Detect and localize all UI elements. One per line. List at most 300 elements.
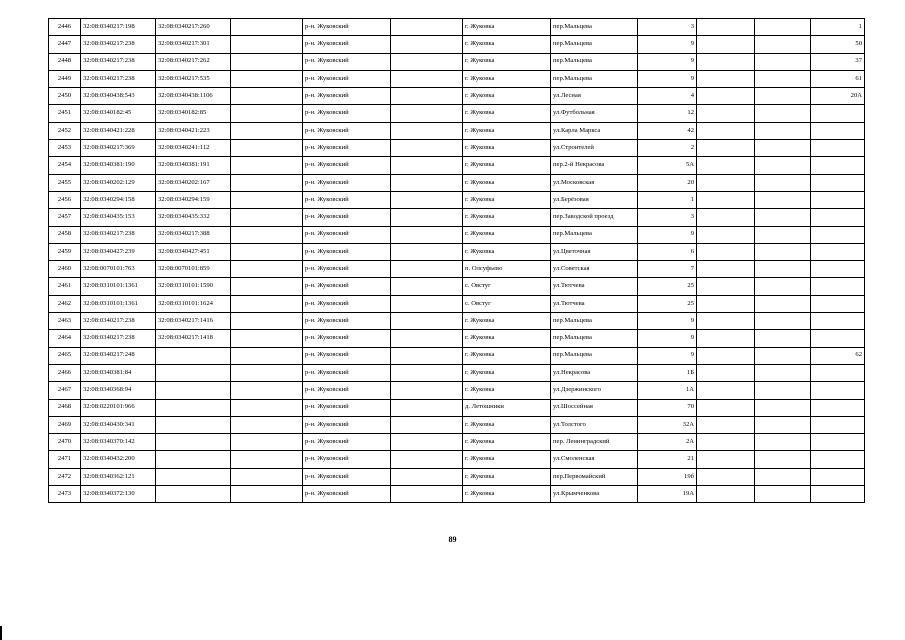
cell-row-number: 2450 (49, 88, 81, 105)
cell-district: р-н. Жуковский (303, 382, 391, 399)
cell-cadastral-number: 32:08:0310101:1361 (81, 295, 156, 312)
cell-locality: с. Овстуг (463, 295, 551, 312)
cell-building (697, 330, 755, 347)
cell-region (231, 174, 303, 191)
cell-block (755, 416, 811, 433)
cell-row-number: 2451 (49, 105, 81, 122)
cell-street: пер. Ленинградский (551, 434, 638, 451)
cell-cadastral-number: 32:08:0340217:198 (81, 19, 156, 36)
cell-street: ул.Советская (551, 261, 638, 278)
cell-building-cadastral-number: 32:08:0070101:859 (156, 261, 231, 278)
table-row (49, 174, 865, 191)
cell-building (697, 451, 755, 468)
cell-locality: г. Жуковка (463, 122, 551, 139)
cell-settlement-type (391, 53, 463, 70)
cell-region (231, 88, 303, 105)
cell-building-cadastral-number: 32:08:0340217:301 (156, 36, 231, 53)
cell-block (755, 70, 811, 87)
cell-building-cadastral-number: 32:08:0340438:1106 (156, 88, 231, 105)
cell-apartment (811, 451, 865, 468)
cell-block (755, 105, 811, 122)
cell-building-cadastral-number: 32:08:0340217:1416 (156, 313, 231, 330)
cell-row-number: 2467 (49, 382, 81, 399)
cell-cadastral-number: 32:08:0340370:142 (81, 434, 156, 451)
cell-cadastral-number: 32:08:0340217:238 (81, 313, 156, 330)
cell-street: ул.Футбольная (551, 105, 638, 122)
cell-apartment: 62 (811, 347, 865, 364)
cell-cadastral-number: 32:08:0340381:84 (81, 364, 156, 381)
cell-locality: г. Жуковка (463, 191, 551, 208)
cell-cadastral-number: 32:08:0340435:153 (81, 209, 156, 226)
table-row (49, 434, 865, 451)
cell-cadastral-number: 32:08:0340294:158 (81, 191, 156, 208)
cell-region (231, 382, 303, 399)
cell-house-number: 9 (638, 313, 697, 330)
cell-street: пер.Мальцева (551, 70, 638, 87)
cell-building (697, 243, 755, 260)
cell-district: р-н. Жуковский (303, 70, 391, 87)
cell-district: р-н. Жуковский (303, 209, 391, 226)
cell-building-cadastral-number: 32:08:0340421:223 (156, 122, 231, 139)
cell-block (755, 53, 811, 70)
cell-building-cadastral-number: 32:08:0340217:260 (156, 19, 231, 36)
cell-region (231, 330, 303, 347)
cell-house-number: 20 (638, 174, 697, 191)
cell-district: р-н. Жуковский (303, 122, 391, 139)
cell-row-number: 2461 (49, 278, 81, 295)
cell-locality: г. Жуковка (463, 19, 551, 36)
cell-apartment (811, 416, 865, 433)
cell-row-number: 2452 (49, 122, 81, 139)
cell-settlement-type (391, 226, 463, 243)
cell-region (231, 364, 303, 381)
cell-house-number: 9 (638, 70, 697, 87)
cell-street: пер.Первомайский (551, 468, 638, 485)
cell-region (231, 53, 303, 70)
cell-street: пер.Мальцева (551, 19, 638, 36)
cell-block (755, 174, 811, 191)
cell-street: пер.Мальцева (551, 36, 638, 53)
cell-block (755, 451, 811, 468)
cell-region (231, 278, 303, 295)
cell-locality: г. Жуковка (463, 88, 551, 105)
cell-house-number: 1А (638, 382, 697, 399)
cell-district: р-н. Жуковский (303, 468, 391, 485)
cell-district: р-н. Жуковский (303, 140, 391, 157)
cell-apartment: 50 (811, 36, 865, 53)
cell-locality: г. Жуковка (463, 434, 551, 451)
cell-settlement-type (391, 157, 463, 174)
table-row (49, 88, 865, 105)
cell-house-number: 1Б (638, 364, 697, 381)
cell-building-cadastral-number: 32:08:0310101:1624 (156, 295, 231, 312)
cell-district: р-н. Жуковский (303, 313, 391, 330)
table-row (49, 53, 865, 70)
cell-district: р-н. Жуковский (303, 157, 391, 174)
cell-building (697, 295, 755, 312)
cell-cadastral-number: 32:08:0340217:369 (81, 140, 156, 157)
table-row (49, 140, 865, 157)
cell-district: р-н. Жуковский (303, 486, 391, 503)
table-row (49, 295, 865, 312)
cell-building-cadastral-number (156, 486, 231, 503)
cell-house-number: 19б (638, 468, 697, 485)
cell-region (231, 416, 303, 433)
cell-apartment (811, 434, 865, 451)
cell-row-number: 2455 (49, 174, 81, 191)
cell-street: ул.Лесная (551, 88, 638, 105)
cell-settlement-type (391, 468, 463, 485)
cell-district: р-н. Жуковский (303, 295, 391, 312)
cell-settlement-type (391, 174, 463, 191)
cell-row-number: 2457 (49, 209, 81, 226)
table-row (49, 122, 865, 139)
cell-building-cadastral-number: 32:08:0310101:1590 (156, 278, 231, 295)
cell-building (697, 347, 755, 364)
cell-house-number: 3 (638, 19, 697, 36)
cell-apartment (811, 295, 865, 312)
cell-apartment (811, 278, 865, 295)
cell-street: ул.Дзержинского (551, 382, 638, 399)
cell-region (231, 209, 303, 226)
cell-apartment (811, 261, 865, 278)
cell-district: р-н. Жуковский (303, 53, 391, 70)
cell-cadastral-number: 32:08:0340217:238 (81, 53, 156, 70)
cell-house-number: 70 (638, 399, 697, 416)
cell-house-number: 25 (638, 295, 697, 312)
cell-block (755, 364, 811, 381)
cell-house-number: 42 (638, 122, 697, 139)
cell-block (755, 88, 811, 105)
cell-settlement-type (391, 486, 463, 503)
cell-apartment (811, 209, 865, 226)
cell-settlement-type (391, 243, 463, 260)
cell-block (755, 434, 811, 451)
table-row (49, 486, 865, 503)
scan-edge-mark (0, 626, 2, 640)
cell-block (755, 486, 811, 503)
cell-row-number: 2448 (49, 53, 81, 70)
cell-building (697, 191, 755, 208)
cell-locality: г. Жуковка (463, 347, 551, 364)
cell-cadastral-number: 32:08:0340217:238 (81, 36, 156, 53)
cell-building-cadastral-number: 32:08:0340217:535 (156, 70, 231, 87)
cell-row-number: 2471 (49, 451, 81, 468)
cell-street: пер.2-й Некрасова (551, 157, 638, 174)
cell-row-number: 2466 (49, 364, 81, 381)
cell-house-number: 2А (638, 434, 697, 451)
cell-locality: г. Жуковка (463, 36, 551, 53)
cell-apartment (811, 243, 865, 260)
cell-building (697, 174, 755, 191)
cell-street: пер.Мальцева (551, 330, 638, 347)
cell-row-number: 2453 (49, 140, 81, 157)
cell-region (231, 313, 303, 330)
cell-district: р-н. Жуковский (303, 88, 391, 105)
cell-settlement-type (391, 36, 463, 53)
cell-region (231, 451, 303, 468)
cell-cadastral-number: 32:08:0340381:190 (81, 157, 156, 174)
cell-street: ул.Строителей (551, 140, 638, 157)
cell-building-cadastral-number: 32:08:0340202:167 (156, 174, 231, 191)
cell-row-number: 2472 (49, 468, 81, 485)
cell-house-number: 25 (638, 278, 697, 295)
cell-row-number: 2459 (49, 243, 81, 260)
cell-block (755, 157, 811, 174)
cell-cadastral-number: 32:08:0340427:239 (81, 243, 156, 260)
table-row (49, 313, 865, 330)
cell-apartment (811, 313, 865, 330)
cell-apartment: 61 (811, 70, 865, 87)
cell-building (697, 313, 755, 330)
cell-region (231, 243, 303, 260)
cell-district: р-н. Жуковский (303, 243, 391, 260)
cell-building (697, 19, 755, 36)
cell-building-cadastral-number (156, 416, 231, 433)
cell-apartment (811, 226, 865, 243)
table-row (49, 226, 865, 243)
cell-street: ул.Карла Маркса (551, 122, 638, 139)
cell-building-cadastral-number: 32:08:0340217:1418 (156, 330, 231, 347)
cell-district: р-н. Жуковский (303, 36, 391, 53)
cell-row-number: 2469 (49, 416, 81, 433)
cell-block (755, 261, 811, 278)
cell-locality: г. Жуковка (463, 416, 551, 433)
table-row (49, 36, 865, 53)
registry-table (48, 18, 865, 503)
cell-locality: г. Жуковка (463, 451, 551, 468)
cell-district: р-н. Жуковский (303, 19, 391, 36)
cell-region (231, 347, 303, 364)
cell-street: пер.Мальцева (551, 313, 638, 330)
cell-row-number: 2447 (49, 36, 81, 53)
cell-district: р-н. Жуковский (303, 451, 391, 468)
table-row (49, 364, 865, 381)
cell-settlement-type (391, 399, 463, 416)
table-row (49, 278, 865, 295)
cell-building (697, 278, 755, 295)
cell-settlement-type (391, 382, 463, 399)
cell-block (755, 226, 811, 243)
cell-apartment (811, 382, 865, 399)
cell-locality: г. Жуковка (463, 330, 551, 347)
cell-block (755, 243, 811, 260)
cell-house-number: 3 (638, 209, 697, 226)
cell-region (231, 105, 303, 122)
table-row (49, 382, 865, 399)
cell-locality: г. Жуковка (463, 105, 551, 122)
cell-street: пер.Заводской проезд (551, 209, 638, 226)
cell-row-number: 2454 (49, 157, 81, 174)
cell-locality: п. Олсуфьево (463, 261, 551, 278)
cell-block (755, 19, 811, 36)
cell-row-number: 2458 (49, 226, 81, 243)
cell-locality: с. Овстуг (463, 278, 551, 295)
table-row (49, 347, 865, 364)
cell-building (697, 364, 755, 381)
cell-cadastral-number: 32:08:0310101:1361 (81, 278, 156, 295)
cell-street: ул.Цветочная (551, 243, 638, 260)
cell-apartment (811, 486, 865, 503)
cell-house-number: 1 (638, 191, 697, 208)
cell-region (231, 226, 303, 243)
cell-house-number: 9 (638, 347, 697, 364)
cell-locality: г. Жуковка (463, 364, 551, 381)
cell-apartment (811, 122, 865, 139)
cell-locality: г. Жуковка (463, 157, 551, 174)
cell-locality: г. Жуковка (463, 468, 551, 485)
cell-region (231, 191, 303, 208)
cell-row-number: 2449 (49, 70, 81, 87)
cell-region (231, 157, 303, 174)
cell-row-number: 2462 (49, 295, 81, 312)
cell-block (755, 347, 811, 364)
cell-apartment (811, 140, 865, 157)
cell-settlement-type (391, 209, 463, 226)
cell-house-number: 9 (638, 36, 697, 53)
cell-building (697, 486, 755, 503)
cell-locality: г. Жуковка (463, 174, 551, 191)
cell-cadastral-number: 32:08:0340182:45 (81, 105, 156, 122)
cell-settlement-type (391, 295, 463, 312)
table-body (49, 19, 865, 503)
cell-house-number: 9 (638, 330, 697, 347)
cell-region (231, 122, 303, 139)
cell-block (755, 295, 811, 312)
cell-settlement-type (391, 364, 463, 381)
cell-building-cadastral-number (156, 347, 231, 364)
cell-house-number: 9 (638, 53, 697, 70)
cell-apartment (811, 468, 865, 485)
cell-district: р-н. Жуковский (303, 416, 391, 433)
table-row (49, 451, 865, 468)
cell-settlement-type (391, 330, 463, 347)
cell-settlement-type (391, 347, 463, 364)
table-row (49, 330, 865, 347)
cell-row-number: 2446 (49, 19, 81, 36)
cell-cadastral-number: 32:08:0340368:94 (81, 382, 156, 399)
cell-building (697, 53, 755, 70)
cell-settlement-type (391, 451, 463, 468)
cell-house-number: 21 (638, 451, 697, 468)
cell-house-number: 2 (638, 140, 697, 157)
cell-region (231, 36, 303, 53)
cell-building-cadastral-number (156, 451, 231, 468)
cell-cadastral-number: 32:08:0340438:543 (81, 88, 156, 105)
cell-locality: г. Жуковка (463, 140, 551, 157)
cell-cadastral-number: 32:08:0340217:238 (81, 330, 156, 347)
cell-street: ул.Тютчева (551, 278, 638, 295)
cell-apartment (811, 399, 865, 416)
cell-locality: г. Жуковка (463, 243, 551, 260)
table-row (49, 157, 865, 174)
cell-building (697, 140, 755, 157)
cell-region (231, 140, 303, 157)
cell-apartment (811, 157, 865, 174)
cell-cadastral-number: 32:08:0340217:238 (81, 226, 156, 243)
cell-cadastral-number: 32:08:0220101:966 (81, 399, 156, 416)
cell-building-cadastral-number (156, 468, 231, 485)
cell-building-cadastral-number: 32:08:0340435:332 (156, 209, 231, 226)
cell-building-cadastral-number: 32:08:0340217:262 (156, 53, 231, 70)
cell-street: ул.Смоленская (551, 451, 638, 468)
table-row (49, 19, 865, 36)
cell-district: р-н. Жуковский (303, 434, 391, 451)
cell-apartment: 37 (811, 53, 865, 70)
cell-house-number: 9 (638, 226, 697, 243)
cell-building (697, 105, 755, 122)
table-row (49, 243, 865, 260)
cell-block (755, 140, 811, 157)
cell-settlement-type (391, 434, 463, 451)
cell-settlement-type (391, 105, 463, 122)
cell-building-cadastral-number: 32:08:0340182:85 (156, 105, 231, 122)
cell-row-number: 2473 (49, 486, 81, 503)
cell-building (697, 416, 755, 433)
cell-region (231, 19, 303, 36)
cell-locality: г. Жуковка (463, 382, 551, 399)
cell-row-number: 2465 (49, 347, 81, 364)
cell-district: р-н. Жуковский (303, 330, 391, 347)
cell-building (697, 226, 755, 243)
cell-settlement-type (391, 70, 463, 87)
cell-settlement-type (391, 313, 463, 330)
table-row (49, 191, 865, 208)
cell-row-number: 2470 (49, 434, 81, 451)
cell-row-number: 2464 (49, 330, 81, 347)
cell-street: ул.Толстого (551, 416, 638, 433)
cell-region (231, 434, 303, 451)
cell-district: р-н. Жуковский (303, 364, 391, 381)
cell-cadastral-number: 32:08:0340217:238 (81, 70, 156, 87)
cell-locality: г. Жуковка (463, 226, 551, 243)
cell-locality: г. Жуковка (463, 486, 551, 503)
cell-row-number: 2468 (49, 399, 81, 416)
cell-street: ул.Некрасова (551, 364, 638, 381)
cell-street: пер.Мальцева (551, 226, 638, 243)
cell-settlement-type (391, 19, 463, 36)
cell-house-number: 5А (638, 157, 697, 174)
cell-apartment (811, 364, 865, 381)
cell-building-cadastral-number (156, 434, 231, 451)
cell-apartment (811, 191, 865, 208)
cell-apartment (811, 330, 865, 347)
table-row (49, 416, 865, 433)
cell-region (231, 295, 303, 312)
cell-house-number: 12 (638, 105, 697, 122)
cell-block (755, 209, 811, 226)
cell-block (755, 191, 811, 208)
cell-district: р-н. Жуковский (303, 347, 391, 364)
cell-locality: г. Жуковка (463, 70, 551, 87)
cell-district: р-н. Жуковский (303, 261, 391, 278)
cell-building (697, 399, 755, 416)
cell-building-cadastral-number (156, 399, 231, 416)
page-number: 89 (448, 535, 457, 544)
cell-apartment (811, 174, 865, 191)
cell-building-cadastral-number: 32:08:0340381:191 (156, 157, 231, 174)
cell-house-number: 32А (638, 416, 697, 433)
cell-building (697, 36, 755, 53)
cell-settlement-type (391, 140, 463, 157)
table-row (49, 399, 865, 416)
cell-apartment: 20А (811, 88, 865, 105)
cell-district: р-н. Жуковский (303, 105, 391, 122)
cell-block (755, 399, 811, 416)
cell-cadastral-number: 32:08:0340430:341 (81, 416, 156, 433)
cell-district: р-н. Жуковский (303, 399, 391, 416)
cell-row-number: 2460 (49, 261, 81, 278)
